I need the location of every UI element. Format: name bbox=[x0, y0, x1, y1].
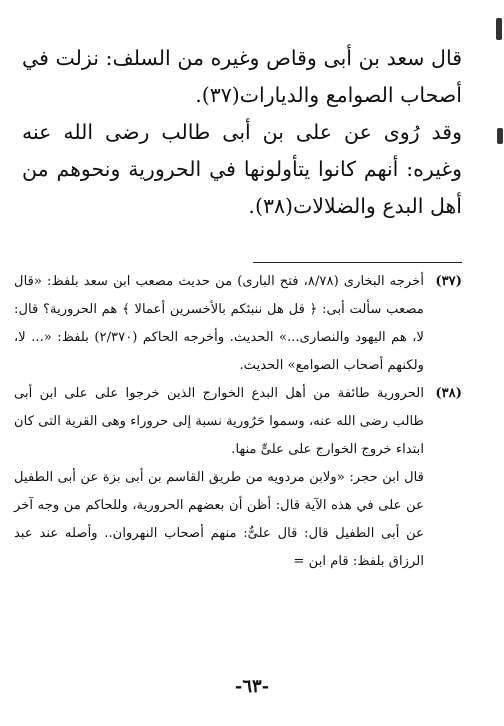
footnotes bbox=[14, 268, 462, 576]
footnote bbox=[14, 268, 462, 380]
footnote-number: (٣٨) bbox=[435, 386, 462, 401]
page-edge-mark bbox=[496, 18, 502, 40]
footnote-paragraph: قال ابن حجر: «ولابن مردويه من طريق القاسم بن أبى بزة عن أبى الطفيل عن على في هذه الآية قال: أظن أن بعضهم الحرورية، وللحاكم من وجه آخر عن أبى الطفيل قال: قال علىٌّ: منهم أصحاب النهروان.. وأصله عند عبد الرزاق بلفظ: قام ابن = bbox=[14, 470, 424, 569]
page-number: -٦٣- bbox=[234, 676, 270, 697]
footnote bbox=[14, 380, 462, 576]
body-paragraph: قال سعد بن أبى وقاص وغيره من السلف: نزلت في أصحاب الصوامع والديارات(٣٧). bbox=[22, 46, 462, 107]
footnote-text bbox=[14, 268, 424, 380]
footnote-paragraph: أخرجه البخارى (٨/٧٨، فتح البارى) من حديث مصعب ابن سعد بلفظ: «قال مصعب سألت أبى: ﴿ قل هل ننبئكم بالأخسرين أعمالا ﴾ هم الحرورية؟ قال: لا، هم اليهود والنصارى...» الحديث. وأخرجه الحاكم (٢/٣٧٠) بلفظ: «... لا، ولكنهم أصحاب الصوامع» الحديث. bbox=[14, 274, 424, 373]
footnote-number: (٣٧) bbox=[435, 274, 462, 289]
main-text bbox=[22, 40, 462, 225]
footnote-paragraph: الحرورية طائفة من أهل البدع الخوارج الذين خرجوا على على ابن أبى طالب رضى الله عنه، وسموا حَرُورية نسبة إلى حروراء وهى القرية التى كان ابتداء خروج الخوارج على علىٍّ منها. bbox=[14, 386, 424, 457]
footnote-separator bbox=[253, 262, 462, 263]
page-edge-mark bbox=[497, 128, 503, 144]
footnote-text bbox=[14, 380, 424, 576]
body-paragraph: وقد رُوى عن على بن أبى طالب رضى الله عنه وغيره: أنهم كانوا يتأولونها في الحرورية ونحوهم من أهل البدع والضلالات(٣٨). bbox=[22, 120, 462, 218]
